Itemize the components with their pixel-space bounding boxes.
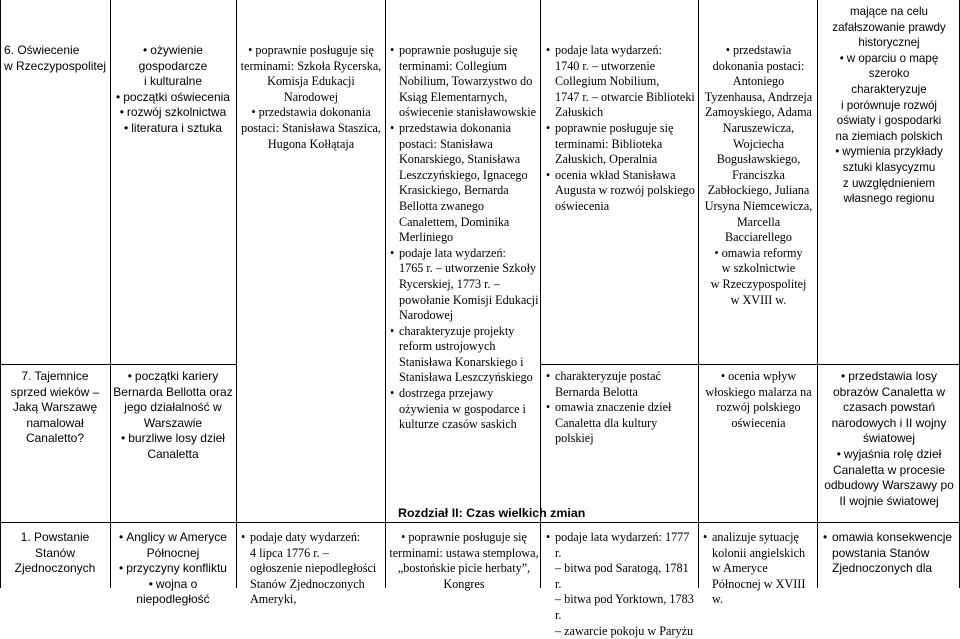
list-item: • burzliwe losy dzieł Canaletta [121,431,225,461]
list-item: • wojna o niepodległość [136,576,210,607]
list-item: • ożywienie gospodarcze i kulturalne [138,43,208,89]
content-cell [112,530,234,608]
list-item: • dostrzega przejawy ożywienia w gospodarce i kulturze czasów saskich [389,386,539,433]
list-item: • wyjaśnia rolę dzieł Canaletta w procesie odbudowy Warszawy po II wojnie światowej [824,446,954,508]
requirements-c-cell [545,43,695,215]
list-item: • ocenia wpływ włoskiego malarza na rozwój polskiego oświecenia [705,369,812,430]
list-item: • przedstawia dokonania postaci: Stanisława Konarskiego, Stanisława Leszczyńskiego, Ignacego Krasickiego, Bernarda Bellotta zwanego Canalettem, Dominika Merliniego [389,121,539,246]
continued-text: mające na celu zafałszowanie prawdy historycznej [832,5,946,50]
list-item: • omawia znaczenie dzieł Canaletta dla kultury polskiej [545,400,695,447]
list-item: • literatura i sztuka [124,120,222,135]
topic-cell: 1. Powstanie Stanów Zjednoczonych [14,530,96,576]
column-divider [540,0,541,588]
requirements-b-cell [389,43,539,432]
column-divider [385,0,386,588]
column-divider [698,0,699,588]
list-item: • poprawnie posługuje się terminami: Biblioteka Załuskich, Operalnia [545,121,695,168]
list-item: • poprawnie posługuje się terminami: Szkoła Rycerska, Komisja Edukacji Narodowej [240,43,382,104]
list-item: • analizuje sytuację kolonii angielskich w Ameryce Północnej w XVIII w. [702,530,815,608]
list-item: • poprawnie posługuje się terminami: ustawa stemplowa, „bostońskie picie herbaty”, Kongres [389,530,539,591]
list-item: • charakteryzuje projekty reform ustrojowych Stanisława Konarskiego i Stanisława Leszczyńskiego [389,324,539,386]
list-item: • rozwój szkolnictwa [119,105,227,120]
topic-cell: 6. Oświecenie w Rzeczypospolitej [4,43,107,73]
list-item: • początki kariery Bernarda Bellotta oraz jego działalność w Warszawie [113,369,233,430]
list-item: • charakteryzuje postać Bernarda Belotta [545,369,695,400]
list-item: • przyczyny konfliktu [119,561,227,576]
table-border-left [0,0,1,588]
list-item: • podaje daty wydarzeń: 4 lipca 1776 r. – ogłoszenie niepodległości Stanów Zjednoczonych Ameryki, [240,530,382,608]
topic-cell: 7. Tajemnice sprzed wieków – Jaką Warszawę namalował Canaletto? [10,369,100,446]
list-item: • Anglicy w Ameryce Północnej [119,530,227,560]
content-cell [112,43,234,137]
section-title: Rozdział II: Czas wielkich zmian [398,506,586,520]
list-item: • przedstawia dokonania postaci: Stanisława Staszica, Hugona Kołłątaja [241,105,381,151]
requirements-d-cell [702,530,815,608]
row-divider [0,364,236,365]
list-item: • wymienia przykłady sztuki klasycyzmu z uwzględnieniem własnego regionu [835,145,943,206]
list-item: • omawia konsekwencje powstania Stanów Zjednoczonych dla [822,530,956,577]
list-item: • omawia reformy w szkolnictwie w Rzeczypospolitej w XVIII w. [710,245,807,307]
list-item: • przedstawia dokonania postaci: Antoniego Tyzenhausa, Andrzeja Zamoyskiego, Adama Naruszewicza, Wojciecha Bogusławskiego, Franciszka Zabłockiego, Juliana Ursyna Niemcewicza, Marcella Bacciarellego [704,43,813,245]
list-item: • początki oświecenia [116,89,230,104]
requirements-d-cell [702,43,815,308]
row-divider [540,364,960,365]
requirements-e-cell [822,530,956,577]
requirements-c-cell [545,369,695,447]
list-item: • przedstawia losy obrazów Canaletta w czasach powstań narodowych i II wojny światowej [831,369,947,446]
list-item: • w oparciu o mapę szeroko charakteryzuje i porównuje rozwój oświaty i gospodarki na ziemiach polskich [835,51,943,143]
requirements-a-cell [240,530,382,608]
requirements-e-cell [820,4,958,207]
requirements-e-cell [822,369,956,509]
list-item: • poprawnie posługuje się terminami: Collegium Nobilium, Towarzystwo do Ksiąg Elementarnych, oświecenie stanisławowskie [389,43,539,121]
column-divider [110,0,111,588]
content-cell [112,369,234,463]
requirements-d-cell [702,369,815,431]
column-divider [236,0,237,588]
row-divider [0,522,960,523]
list-item: • podaje lata wydarzeń: 1765 r. – utworzenie Szkoły Rycerskiej, 1773 r. – powołanie Komisji Edukacji Narodowej [389,246,539,324]
requirements-c-cell [545,530,695,639]
list-item: • ocenia wkład Stanisława Augusta w rozwój polskiego oświecenia [545,168,695,215]
list-item: • podaje lata wydarzeń: 1740 r. – utworzenie Collegium Nobilium, 1747 r. – otwarcie Biblioteki Załuskich [545,43,695,121]
requirements-b-cell [389,530,539,592]
requirements-a-cell [240,43,382,152]
list-item: • podaje lata wydarzeń: 1777 r. – bitwa pod Saratogą, 1781 r. – bitwa pod Yorktown, 1783 r. – zawarcie pokoju w Paryżu [545,530,695,639]
column-divider [817,0,818,588]
